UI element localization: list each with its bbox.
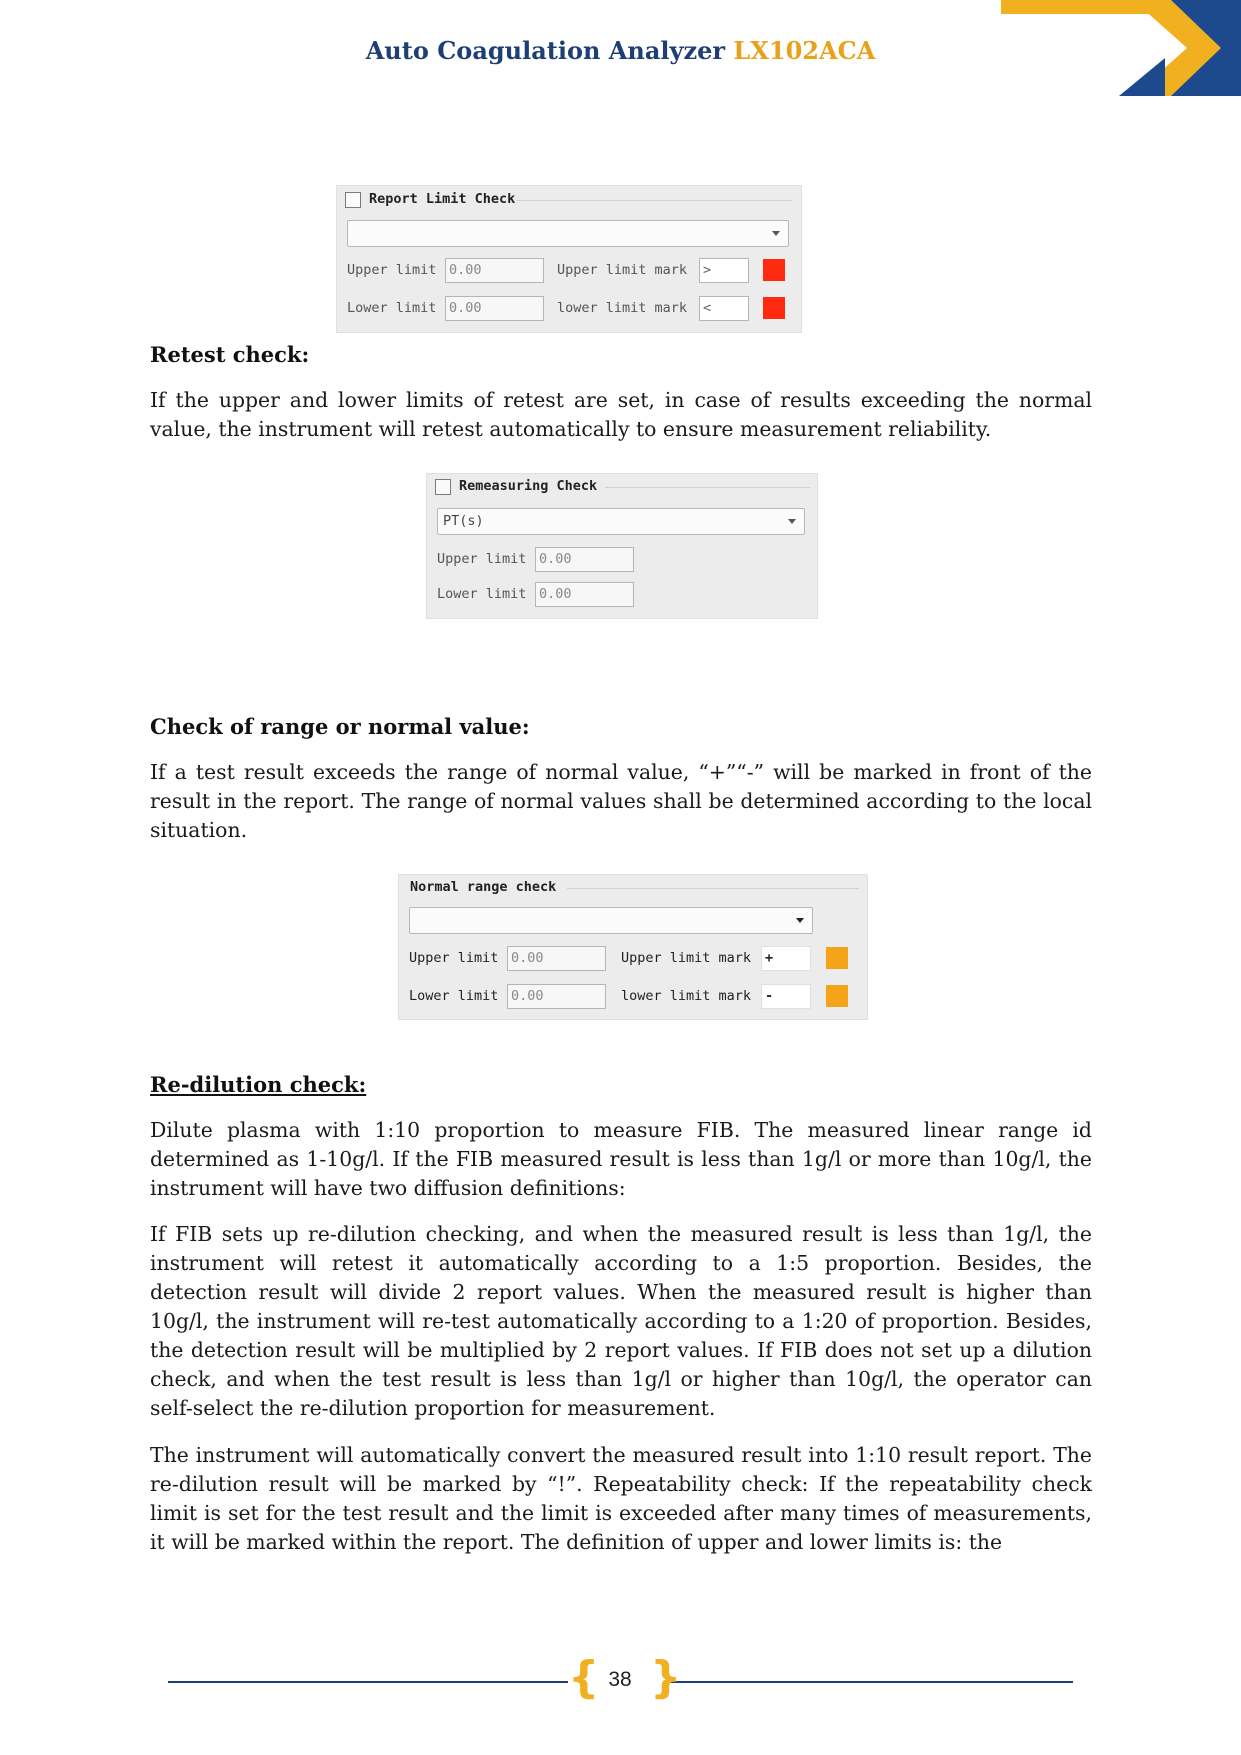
lower-limit-label: Lower limit	[347, 300, 437, 316]
upper-limit-mark-value: +	[765, 950, 774, 966]
lower-limit-mark-value: -	[765, 988, 774, 1004]
upper-limit-label: Upper limit	[437, 551, 527, 567]
upper-limit-value: 0.00	[511, 950, 544, 966]
upper-limit-label: Upper limit	[347, 262, 437, 278]
lower-limit-mark-input[interactable]	[699, 296, 749, 321]
lower-limit-mark-label: lower limit mark	[621, 988, 752, 1004]
left-brace-ornament: {	[568, 1652, 600, 1703]
normal-range-title: Normal range check	[410, 879, 557, 895]
upper-limit-input[interactable]	[445, 258, 544, 283]
retest-heading: Retest check:	[150, 342, 310, 367]
redilution-paragraph-3: The instrument will automatically convert the measured result into 1:10 result report. The re-dilution result will be marked by “!”. Repeatability check: If the repeatability check limit is set for the test result and the limit is exceeded after many times of measurements, it will be marked within the report. The definition of upper and lower limits is: the	[150, 1443, 1092, 1554]
upper-limit-mark-value: >	[703, 262, 712, 278]
lower-mark-color-swatch[interactable]	[826, 985, 848, 1007]
chevron-down-icon	[772, 231, 780, 236]
upper-limit-mark-label: Upper limit mark	[557, 262, 688, 278]
upper-limit-mark-input[interactable]	[761, 946, 811, 971]
lower-limit-value: 0.00	[449, 300, 482, 316]
lower-limit-mark-label: lower limit mark	[557, 300, 688, 316]
header-corner-decoration	[921, 0, 1241, 100]
remeasuring-checkbox[interactable]	[435, 479, 451, 495]
retest-paragraph: If the upper and lower limits of retest are set, in case of results exceeding the normal value, the instrument will retest automatically to ensure measurement reliability.	[150, 388, 1092, 441]
group-divider	[605, 487, 810, 488]
lower-limit-mark-value: <	[703, 300, 712, 316]
redilution-paragraph-2: If FIB sets up re-dilution checking, and when the measured result is less than 1g/l, the instrument will retest it automatically according to a 1:5 proportion. Besides, the detection result will divide 2 report values. When the measured result is higher than 10g/l, the instrument will re-test automatically according to a 1:20 of proportion. Besides, the detection result will be multiplied by 2 report values. If FIB does not set up a dilution check, and when the test result is less than 1g/l or higher than 10g/l, the operator can self-select the re-dilution proportion for measurement.	[150, 1222, 1092, 1420]
upper-limit-input[interactable]	[535, 547, 634, 572]
group-divider	[517, 200, 792, 201]
redilution-paragraph-1: Dilute plasma with 1:10 proportion to measure FIB. The measured linear range id determined as 1-10g/l. If the FIB measured result is less than 1g/l or more than 10g/l, the instrument will have two diffusion definitions:	[150, 1118, 1092, 1200]
upper-limit-mark-input[interactable]	[699, 258, 749, 283]
product-model: LX102ACA	[733, 36, 876, 65]
product-name: Auto Coagulation Analyzer	[365, 36, 726, 65]
lower-limit-input[interactable]	[507, 984, 606, 1009]
remeasuring-check-panel	[426, 473, 818, 619]
lower-limit-label: Lower limit	[437, 586, 527, 602]
footer-line-left	[168, 1681, 568, 1683]
upper-limit-label: Upper limit	[409, 950, 499, 966]
lower-limit-input[interactable]	[535, 582, 634, 607]
report-limit-dropdown[interactable]	[347, 220, 789, 247]
upper-limit-value: 0.00	[449, 262, 482, 278]
report-limit-title: Report Limit Check	[369, 191, 516, 207]
lower-limit-input[interactable]	[445, 296, 544, 321]
right-brace-ornament: }	[650, 1652, 682, 1703]
lower-limit-label: Lower limit	[409, 988, 499, 1004]
normal-range-check-panel	[398, 874, 868, 1020]
upper-mark-color-swatch[interactable]	[826, 947, 848, 969]
report-limit-check-panel	[336, 185, 802, 333]
dropdown-value: PT(s)	[443, 513, 484, 529]
redilution-heading: Re-dilution check:	[150, 1072, 367, 1097]
page-number: 38	[608, 1668, 632, 1691]
lower-limit-value: 0.00	[539, 586, 572, 602]
upper-limit-input[interactable]	[507, 946, 606, 971]
upper-limit-value: 0.00	[539, 551, 572, 567]
report-limit-checkbox[interactable]	[345, 192, 361, 208]
lower-limit-value: 0.00	[511, 988, 544, 1004]
lower-limit-mark-input[interactable]	[761, 984, 811, 1009]
normal-range-dropdown[interactable]	[409, 907, 813, 934]
footer-line-right	[668, 1681, 1073, 1683]
upper-limit-mark-label: Upper limit mark	[621, 950, 752, 966]
group-divider	[567, 888, 859, 889]
remeasuring-dropdown[interactable]	[437, 508, 805, 535]
chevron-down-icon	[788, 519, 796, 524]
normal-range-paragraph: If a test result exceeds the range of normal value, “+”“-” will be marked in front of the result in the report. The range of normal values shall be determined according to the local situation.	[150, 760, 1092, 842]
upper-mark-color-swatch[interactable]	[763, 259, 785, 281]
lower-mark-color-swatch[interactable]	[763, 297, 785, 319]
chevron-down-icon	[796, 918, 804, 923]
remeasuring-title: Remeasuring Check	[459, 478, 598, 494]
normal-range-heading: Check of range or normal value:	[150, 714, 530, 739]
